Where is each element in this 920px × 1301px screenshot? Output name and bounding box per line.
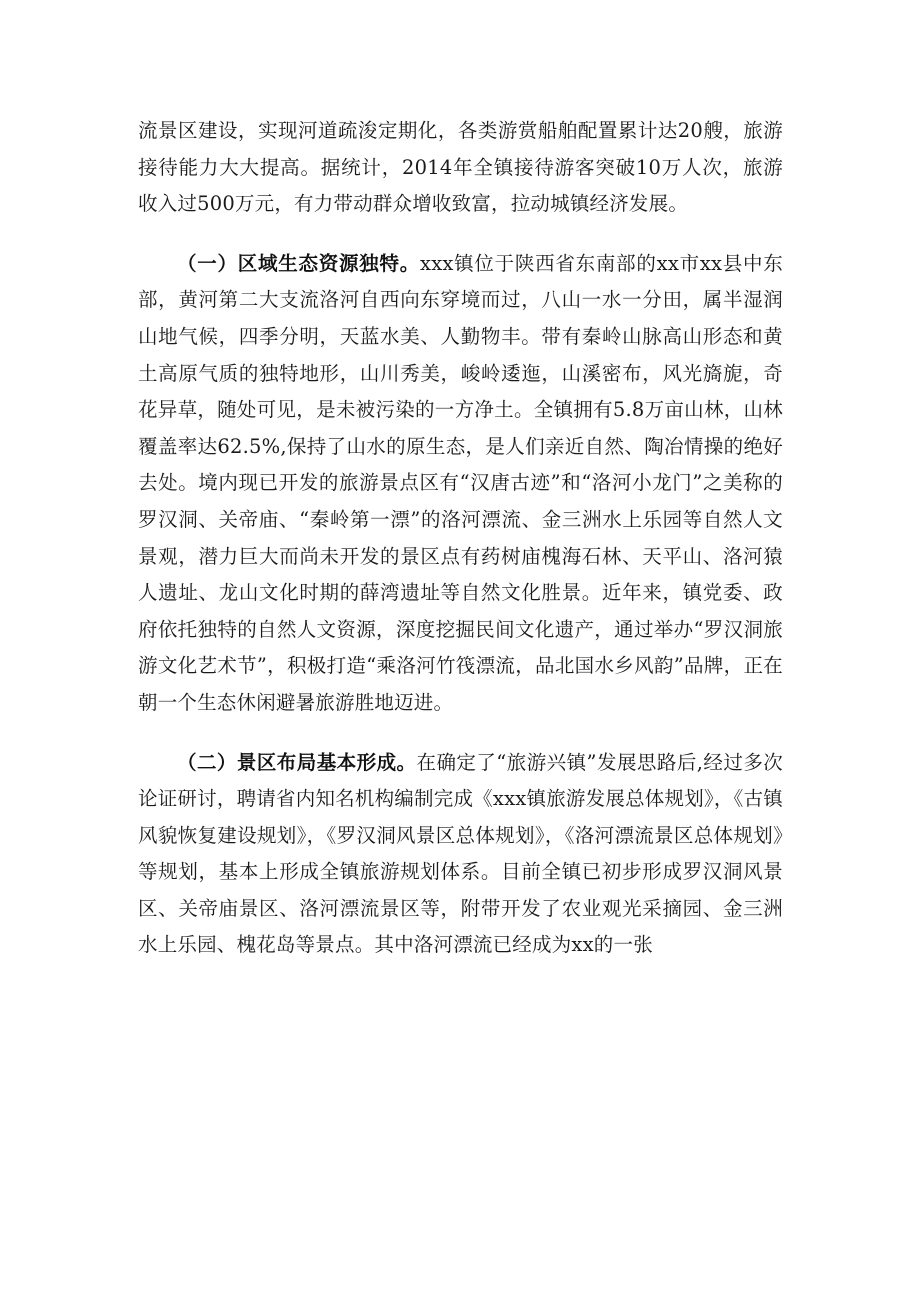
paragraph-text: xxx镇位于陕西省东南部的xx市xx县中东部，黄河第二大支流洛河自西向东穿境而过，八山一水一分田，属半湿润山地气候，四季分明，天蓝水美、人勤物丰。带有秦岭山脉高山形态和黄土高原气质的独特地形，山川秀美，峻岭逶迤，山溪密布，风光旖旎，奇花异草，随处可见，是未被污染的一方净土。全镇拥有5.8万亩山林，山林覆盖率达62.5%,保持了山水的原生态，是人们亲近自然、陶冶情操的绝好去处。境内现已开发的旅游景点区有“汉唐古迹”和“洛河小龙门”之美称的罗汉洞、关帝庙、“秦岭第一漂”的洛河漂流、金三洲水上乐园等自然人文景观，潜力巨大而尚未开发的景区点有药树庙槐海石林、天平山、洛河猿人遗址、龙山文化时期的薛湾遗址等自然文化胜景。近年来，镇党委、政府依托独特的自然人文资源，深度挖掘民间文化遗产，通过举办“罗汉洞旅游文化艺术节”，积极打造“乘洛河竹筏漂流，品北国水乡风韵”品牌，正在朝一个生态休闲避暑旅游胜地迈进。 (138, 251, 784, 714)
section-heading: （二）景区布局基本形成。 (177, 750, 417, 774)
paragraph-continuation (138, 113, 783, 223)
paragraph-text: 在确定了“旅游兴镇”发展思路后,经过多次论证研讨，聘请省内知名机构编制完成《xxx镇旅游发展总体规划》，《古镇风貌恢复建设规划》，《罗汉洞风景区总体规划》，《洛河漂流景区总体规划》等规划，基本上形成全镇旅游规划体系。目前全镇已初步形成罗汉洞风景区、关帝庙景区、洛河漂流景区等，附带开发了农业观光采摘园、金三洲水上乐园、槐花岛等景点。其中洛河漂流已经成为xx的一张 (138, 750, 783, 957)
paragraph-ecological-resources (138, 246, 783, 722)
section-heading: （一）区域生态资源独特。 (177, 251, 421, 275)
paragraph-text: 流景区建设，实现河道疏浚定期化，各类游赏船舶配置累计达20艘，旅游接待能力大大提高。据统计，2014年全镇接待游客突破10万人次，旅游收入过500万元，有力带动群众增收致富，拉动城镇经济发展。 (138, 119, 783, 216)
document-body (138, 113, 783, 964)
paragraph-scenic-layout (138, 745, 783, 965)
